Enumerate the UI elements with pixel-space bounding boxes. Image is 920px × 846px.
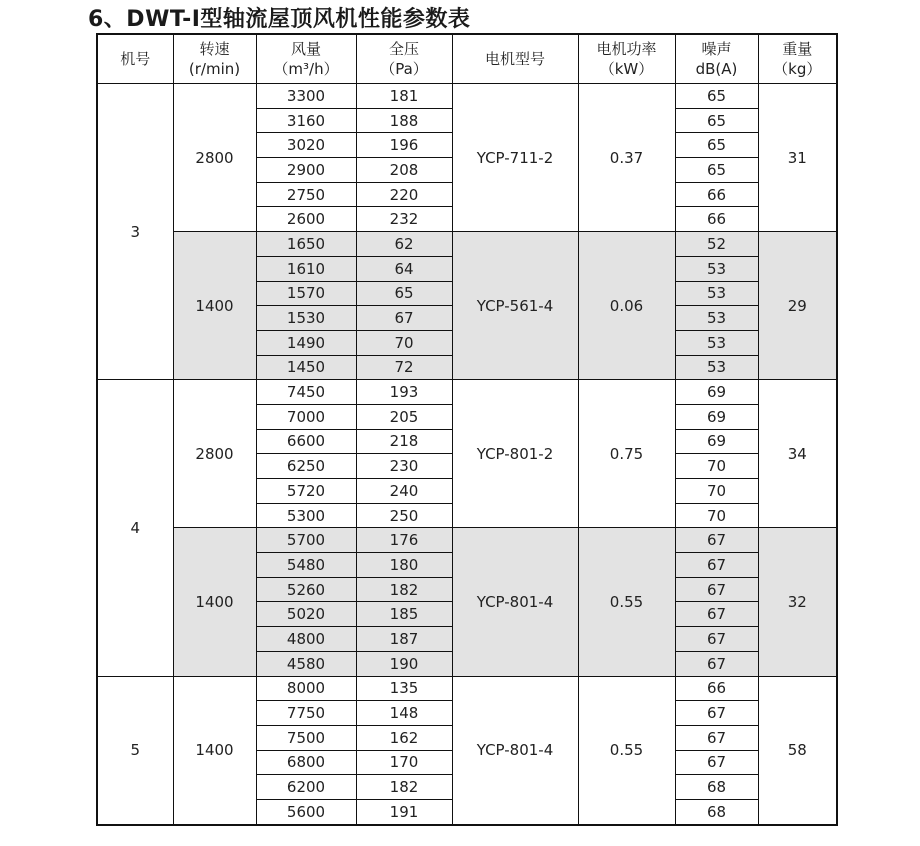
header-row: [97, 34, 837, 84]
airflow-cell: 5700: [256, 528, 356, 553]
noise-cell: 69: [675, 380, 758, 405]
machine-no-cell: 5: [97, 676, 173, 825]
noise-cell: 65: [675, 158, 758, 183]
pressure-cell: 205: [356, 404, 452, 429]
noise-cell: 69: [675, 404, 758, 429]
pressure-cell: 250: [356, 503, 452, 528]
noise-cell: 67: [675, 750, 758, 775]
machine-no-cell: 3: [97, 84, 173, 380]
speed-cell: 2800: [173, 380, 256, 528]
pressure-cell: 170: [356, 750, 452, 775]
motor-model-cell: YCP-711-2: [452, 84, 578, 232]
airflow-cell: 6800: [256, 750, 356, 775]
airflow-cell: 1610: [256, 256, 356, 281]
airflow-cell: 5300: [256, 503, 356, 528]
airflow-cell: 1530: [256, 306, 356, 331]
motor-power-cell: 0.37: [578, 84, 675, 232]
motor-model-cell: YCP-801-4: [452, 528, 578, 676]
noise-cell: 68: [675, 775, 758, 800]
noise-cell: 52: [675, 232, 758, 257]
motor-model-cell: YCP-561-4: [452, 232, 578, 380]
motor-power-cell: 0.06: [578, 232, 675, 380]
airflow-cell: 2750: [256, 182, 356, 207]
motor-power-cell: 0.55: [578, 528, 675, 676]
airflow-cell: 3300: [256, 84, 356, 109]
pressure-cell: 191: [356, 799, 452, 824]
table-row: [97, 84, 837, 109]
noise-cell: 68: [675, 799, 758, 824]
pressure-cell: 187: [356, 627, 452, 652]
pressure-cell: 218: [356, 429, 452, 454]
airflow-cell: 6200: [256, 775, 356, 800]
pressure-cell: 220: [356, 182, 452, 207]
noise-cell: 67: [675, 553, 758, 578]
speed-cell: 1400: [173, 232, 256, 380]
weight-cell: 31: [758, 84, 837, 232]
weight-cell: 58: [758, 676, 837, 825]
table-row: [97, 528, 837, 553]
header-speed: 转速 (r/min): [173, 34, 256, 84]
motor-power-cell: 0.75: [578, 380, 675, 528]
speed-cell: 1400: [173, 528, 256, 676]
pressure-cell: 135: [356, 676, 452, 701]
airflow-cell: 5480: [256, 553, 356, 578]
noise-cell: 70: [675, 454, 758, 479]
page-title: 6、DWT-I型轴流屋顶风机性能参数表: [88, 7, 471, 32]
pressure-cell: 190: [356, 651, 452, 676]
pressure-cell: 240: [356, 479, 452, 504]
airflow-cell: 1490: [256, 330, 356, 355]
header-motor-model: 电机型号: [452, 34, 578, 84]
pressure-cell: 67: [356, 306, 452, 331]
pressure-cell: 180: [356, 553, 452, 578]
noise-cell: 67: [675, 577, 758, 602]
airflow-cell: 1450: [256, 355, 356, 380]
header-motor-power: 电机功率 （kW）: [578, 34, 675, 84]
pressure-cell: 62: [356, 232, 452, 257]
noise-cell: 67: [675, 725, 758, 750]
noise-cell: 65: [675, 133, 758, 158]
pressure-cell: 148: [356, 701, 452, 726]
machine-no-cell: 4: [97, 380, 173, 676]
airflow-cell: 6600: [256, 429, 356, 454]
airflow-cell: 5600: [256, 799, 356, 824]
motor-model-cell: YCP-801-2: [452, 380, 578, 528]
table-row: [97, 676, 837, 701]
noise-cell: 53: [675, 281, 758, 306]
airflow-cell: 4580: [256, 651, 356, 676]
airflow-cell: 7450: [256, 380, 356, 405]
header-airflow: 风量 （m³/h）: [256, 34, 356, 84]
noise-cell: 69: [675, 429, 758, 454]
airflow-cell: 2900: [256, 158, 356, 183]
noise-cell: 67: [675, 701, 758, 726]
noise-cell: 67: [675, 602, 758, 627]
airflow-cell: 1570: [256, 281, 356, 306]
pressure-cell: 185: [356, 602, 452, 627]
pressure-cell: 182: [356, 577, 452, 602]
weight-cell: 34: [758, 380, 837, 528]
pressure-cell: 232: [356, 207, 452, 232]
noise-cell: 70: [675, 503, 758, 528]
noise-cell: 66: [675, 207, 758, 232]
header-noise: 噪声 dB(A): [675, 34, 758, 84]
airflow-cell: 7500: [256, 725, 356, 750]
noise-cell: 65: [675, 108, 758, 133]
noise-cell: 53: [675, 256, 758, 281]
noise-cell: 67: [675, 651, 758, 676]
pressure-cell: 65: [356, 281, 452, 306]
pressure-cell: 196: [356, 133, 452, 158]
pressure-cell: 230: [356, 454, 452, 479]
noise-cell: 53: [675, 330, 758, 355]
noise-cell: 67: [675, 627, 758, 652]
speed-cell: 1400: [173, 676, 256, 825]
weight-cell: 29: [758, 232, 837, 380]
airflow-cell: 8000: [256, 676, 356, 701]
table-row: [97, 232, 837, 257]
noise-cell: 53: [675, 355, 758, 380]
airflow-cell: 4800: [256, 627, 356, 652]
pressure-cell: 182: [356, 775, 452, 800]
airflow-cell: 1650: [256, 232, 356, 257]
airflow-cell: 7000: [256, 404, 356, 429]
motor-model-cell: YCP-801-4: [452, 676, 578, 825]
header-pressure: 全压 （Pa）: [356, 34, 452, 84]
noise-cell: 65: [675, 84, 758, 109]
table-row: [97, 380, 837, 405]
noise-cell: 70: [675, 479, 758, 504]
pressure-cell: 72: [356, 355, 452, 380]
airflow-cell: 6250: [256, 454, 356, 479]
weight-cell: 32: [758, 528, 837, 676]
airflow-cell: 5720: [256, 479, 356, 504]
header-weight: 重量 （kg）: [758, 34, 837, 84]
pressure-cell: 193: [356, 380, 452, 405]
pressure-cell: 176: [356, 528, 452, 553]
airflow-cell: 3020: [256, 133, 356, 158]
noise-cell: 53: [675, 306, 758, 331]
airflow-cell: 3160: [256, 108, 356, 133]
motor-power-cell: 0.55: [578, 676, 675, 825]
noise-cell: 66: [675, 676, 758, 701]
speed-cell: 2800: [173, 84, 256, 232]
airflow-cell: 5020: [256, 602, 356, 627]
pressure-cell: 208: [356, 158, 452, 183]
airflow-cell: 5260: [256, 577, 356, 602]
pressure-cell: 64: [356, 256, 452, 281]
pressure-cell: 70: [356, 330, 452, 355]
pressure-cell: 188: [356, 108, 452, 133]
airflow-cell: 2600: [256, 207, 356, 232]
pressure-cell: 162: [356, 725, 452, 750]
header-machine-no: 机号: [97, 34, 173, 84]
performance-table: [96, 33, 838, 826]
airflow-cell: 7750: [256, 701, 356, 726]
noise-cell: 67: [675, 528, 758, 553]
noise-cell: 66: [675, 182, 758, 207]
pressure-cell: 181: [356, 84, 452, 109]
